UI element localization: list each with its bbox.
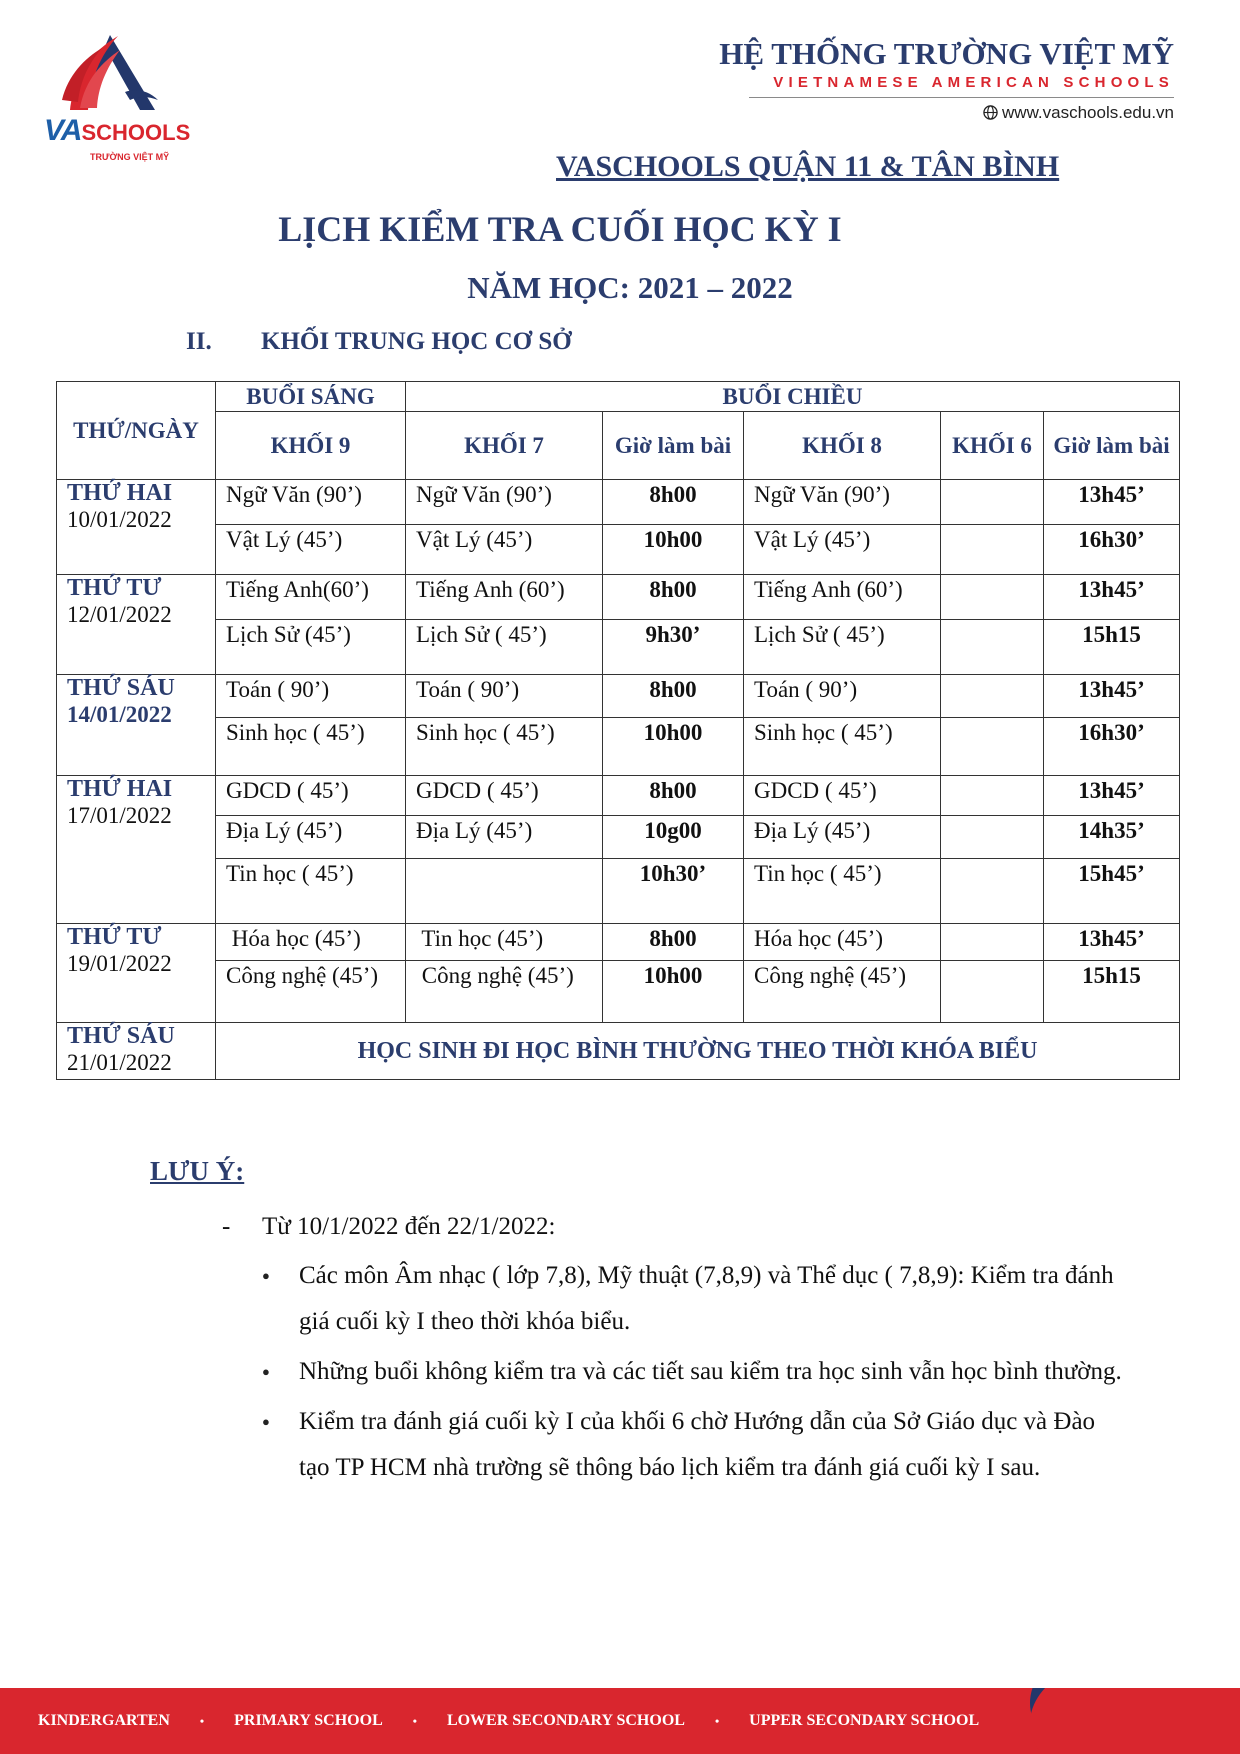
cell-time-1: 8h00 [603, 924, 744, 961]
cell-time-2: 14h35’ [1044, 816, 1180, 859]
cell-grade-7: Tiếng Anh (60’) [406, 575, 603, 620]
cell-grade-9: Lịch Sử (45’) [216, 620, 406, 675]
cell-grade-6 [941, 961, 1044, 1023]
table-row [57, 480, 1180, 525]
cell-grade-8: Công nghệ (45’) [744, 961, 941, 1023]
globe-icon [983, 105, 998, 120]
day-cell: THỨ TƯ 19/01/2022 [57, 924, 216, 1023]
cell-grade-6 [941, 525, 1044, 575]
cell-grade-6 [941, 816, 1044, 859]
cell-grade-8: GDCD ( 45’) [744, 776, 941, 816]
cell-grade-6 [941, 480, 1044, 525]
cell-time-2: 13h45’ [1044, 675, 1180, 718]
cell-grade-7: GDCD ( 45’) [406, 776, 603, 816]
logo-wordmark: VASCHOOLS [44, 114, 191, 147]
cell-time-2: 13h45’ [1044, 776, 1180, 816]
cell-time-1: 8h00 [603, 480, 744, 525]
system-name: HỆ THỐNG TRƯỜNG VIỆT MỸ [719, 36, 1174, 71]
cell-grade-7: Toán ( 90’) [406, 675, 603, 718]
day-cell: THỨ HAI 17/01/2022 [57, 776, 216, 924]
cell-grade-6 [941, 924, 1044, 961]
table-row [57, 575, 1180, 620]
cell-grade-8: Tin học ( 45’) [744, 859, 941, 924]
cell-grade-6 [941, 575, 1044, 620]
campus-title: VASCHOOLS QUẬN 11 & TÂN BÌNH [556, 150, 1060, 183]
header-divider [749, 97, 1174, 98]
cell-grade-8: Lịch Sử ( 45’) [744, 620, 941, 675]
cell-grade-7: Lịch Sử ( 45’) [406, 620, 603, 675]
header-grade-6: KHỐI 6 [941, 412, 1044, 480]
cell-time-1: 8h00 [603, 675, 744, 718]
table-row [57, 620, 1180, 675]
cell-grade-8: Ngữ Văn (90’) [744, 480, 941, 525]
cell-time-2: 13h45’ [1044, 480, 1180, 525]
cell-grade-6 [941, 718, 1044, 776]
cell-grade-8: Vật Lý (45’) [744, 525, 941, 575]
cell-grade-6 [941, 675, 1044, 718]
list-item: ● Các môn Âm nhạc ( lớp 7,8), Mỹ thuật (7,8,9) và Thể dục ( 7,8,9): Kiểm tra đánh giá cuối kỳ I theo thời khóa biểu. [262, 1253, 1122, 1345]
header-grade-8: KHỐI 8 [744, 412, 941, 480]
logo-wing-icon [40, 30, 210, 120]
cell-grade-9: Ngữ Văn (90’) [216, 480, 406, 525]
cell-time-2: 13h45’ [1044, 924, 1180, 961]
cell-time-1: 10g00 [603, 816, 744, 859]
footer-levels [38, 1712, 979, 1730]
cell-time-1: 9h30’ [603, 620, 744, 675]
cell-time-1: 10h00 [603, 961, 744, 1023]
website-link[interactable]: www.vaschools.edu.vn [983, 103, 1174, 123]
cell-time-1: 10h00 [603, 525, 744, 575]
footer-separator: • [714, 1713, 720, 1728]
table-row [57, 859, 1180, 924]
notes-date-range: - Từ 10/1/2022 đến 22/1/2022: [222, 1213, 556, 1240]
table-row [57, 816, 1180, 859]
cell-grade-9: Địa Lý (45’) [216, 816, 406, 859]
footer-swoosh-decoration [1030, 1688, 1240, 1754]
cell-time-2: 16h30’ [1044, 525, 1180, 575]
cell-grade-6 [941, 859, 1044, 924]
table-row [57, 525, 1180, 575]
cell-grade-8: Tiếng Anh (60’) [744, 575, 941, 620]
notes-list [262, 1253, 1122, 1495]
footer-item-kindergarten: KINDERGARTEN [38, 1712, 170, 1729]
cell-grade-7: Ngữ Văn (90’) [406, 480, 603, 525]
cell-time-1: 10h30’ [603, 859, 744, 924]
cell-grade-8: Toán ( 90’) [744, 675, 941, 718]
cell-time-2: 16h30’ [1044, 718, 1180, 776]
table-row [57, 924, 1180, 961]
footer-separator: • [199, 1713, 205, 1728]
regular-schedule-note: HỌC SINH ĐI HỌC BÌNH THƯỜNG THEO THỜI KHÓA BIỂU [216, 1023, 1180, 1080]
footer-separator: • [412, 1713, 417, 1728]
table-row [57, 961, 1180, 1023]
cell-grade-8: Hóa học (45’) [744, 924, 941, 961]
cell-time-2: 15h45’ [1044, 859, 1180, 924]
notes-title: LƯU Ý: [150, 1156, 245, 1186]
day-cell: THỨ TƯ 12/01/2022 [57, 575, 216, 675]
cell-grade-7 [406, 859, 603, 924]
cell-time-1: 8h00 [603, 575, 744, 620]
school-year: NĂM HỌC: 2021 – 2022 [467, 270, 793, 305]
cell-grade-8: Sinh học ( 45’) [744, 718, 941, 776]
section-heading: II. KHỐI TRUNG HỌC CƠ SỞ [186, 328, 572, 355]
day-cell: THỨ SÁU 21/01/2022 [57, 1023, 216, 1080]
cell-grade-9: Toán ( 90’) [216, 675, 406, 718]
list-item: ● Kiểm tra đánh giá cuối kỳ I của khối 6 chờ Hướng dẫn của Sở Giáo dục và Đào tạo TP HCM nhà trường sẽ thông báo lịch kiểm tra đánh giá cuối kỳ I sau. [262, 1399, 1122, 1491]
cell-time-1: 10h00 [603, 718, 744, 776]
day-cell: THỨ HAI 10/01/2022 [57, 480, 216, 575]
table-row [57, 1023, 1180, 1080]
logo-subtitle: TRƯỜNG VIỆT MỸ [90, 152, 170, 162]
table-row [57, 776, 1180, 816]
cell-grade-7: Địa Lý (45’) [406, 816, 603, 859]
footer-item-lower-secondary: LOWER SECONDARY SCHOOL [446, 1712, 685, 1729]
day-cell: THỨ SÁU 14/01/2022 [57, 675, 216, 776]
header-grade-7: KHỐI 7 [406, 412, 603, 480]
cell-grade-6 [941, 776, 1044, 816]
cell-grade-9: Sinh học ( 45’) [216, 718, 406, 776]
system-name-en: VIETNAMESE AMERICAN SCHOOLS [773, 74, 1174, 91]
header-time-1: Giờ làm bài [603, 412, 744, 480]
exam-schedule-table [56, 381, 1180, 1080]
header-grade-9: KHỐI 9 [216, 412, 406, 480]
header-day: THỨ/NGÀY [57, 382, 216, 480]
cell-grade-9: Tiếng Anh(60’) [216, 575, 406, 620]
page-title: LỊCH KIỂM TRA CUỐI HỌC KỲ I [278, 209, 842, 249]
cell-grade-8: Địa Lý (45’) [744, 816, 941, 859]
cell-grade-7: Tin học (45’) [406, 924, 603, 961]
school-logo [40, 30, 210, 170]
cell-grade-9: Tin học ( 45’) [216, 859, 406, 924]
cell-time-1: 8h00 [603, 776, 744, 816]
footer-item-upper-secondary: UPPER SECONDARY SCHOOL [749, 1712, 980, 1729]
cell-grade-9: Hóa học (45’) [216, 924, 406, 961]
list-item: ● Những buổi không kiểm tra và các tiết sau kiểm tra học sinh vẫn học bình thường. [262, 1349, 1122, 1395]
cell-time-2: 15h15 [1044, 620, 1180, 675]
footer-item-primary: PRIMARY SCHOOL [234, 1712, 383, 1729]
cell-grade-7: Sinh học ( 45’) [406, 718, 603, 776]
cell-grade-7: Vật Lý (45’) [406, 525, 603, 575]
cell-grade-7: Công nghệ (45’) [406, 961, 603, 1023]
table-subheader-row [57, 412, 1180, 480]
cell-grade-9: GDCD ( 45’) [216, 776, 406, 816]
table-row [57, 675, 1180, 718]
cell-time-2: 13h45’ [1044, 575, 1180, 620]
cell-time-2: 15h15 [1044, 961, 1180, 1023]
footer-bar [0, 1688, 1240, 1754]
cell-grade-9: Vật Lý (45’) [216, 525, 406, 575]
table-header-row [57, 382, 1180, 412]
header-time-2: Giờ làm bài [1044, 412, 1180, 480]
cell-grade-9: Công nghệ (45’) [216, 961, 406, 1023]
cell-grade-6 [941, 620, 1044, 675]
header-morning: BUỔI SÁNG [216, 382, 406, 412]
header-afternoon: BUỔI CHIỀU [406, 382, 1180, 412]
table-row [57, 718, 1180, 776]
